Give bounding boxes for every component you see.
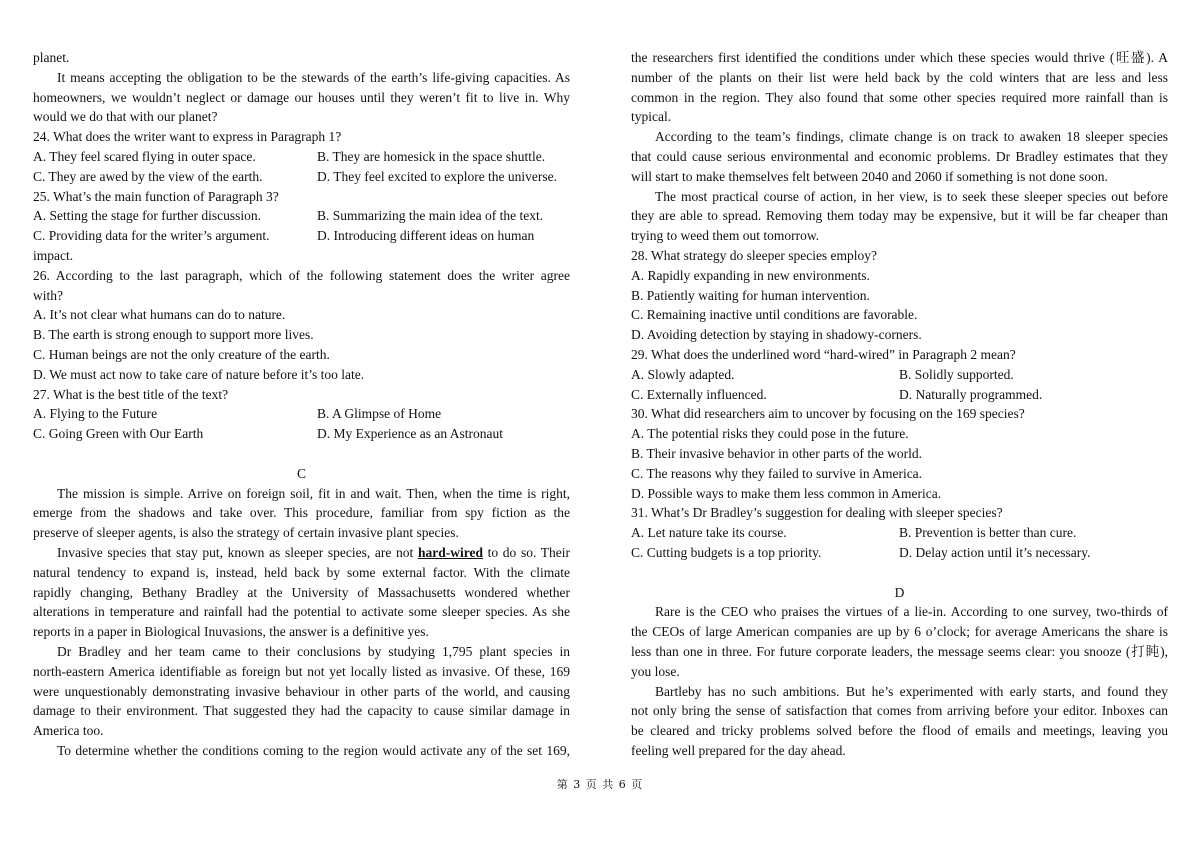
option-31d: D. Delay action until it’s necessary. — [899, 544, 1091, 560]
question-31: 31. What’s Dr Bradley’s suggestion for dealing with sleeper species? — [631, 505, 1003, 521]
options-row — [33, 226, 570, 246]
text-line: To determine whether the conditions coming to the region would activate any of the set 169, — [57, 742, 570, 758]
text-fragment: to do so. Their — [482, 544, 570, 560]
option-27a: A. Flying to the Future — [33, 406, 158, 422]
options-row — [33, 404, 570, 424]
text-line: less than one in three. For future corporate leaders, the message seems clear: you snooze (打盹), — [631, 643, 1168, 659]
text-line: trying to weed them out tomorrow. — [631, 228, 820, 244]
left-column — [33, 48, 570, 761]
text-line: number of the plants on their list were held back by the cold winters that are less and less — [631, 69, 1168, 85]
option-27c: C. Going Green with Our Earth — [33, 426, 204, 442]
option-27b: B. A Glimpse of Home — [317, 406, 442, 422]
text-line: be cleared and tricky problems solved before the flood of emails and meetings, leaving you — [631, 723, 1168, 739]
option-25d-cont: impact. — [33, 247, 74, 263]
blank-line — [33, 444, 570, 464]
text-line: north-eastern America identifiable as foreign but not yet locally listed as invasive. Of these, 169 — [33, 663, 570, 679]
text-line: homeowners, we wouldn’t neglect or damage our houses until they weren’t fit to live in. Why — [33, 89, 570, 105]
text-line: will start to make themselves felt between 2040 and 2060 if something is not done soon. — [631, 168, 1108, 184]
question-29: 29. What does the underlined word “hard-wired” in Paragraph 2 mean? — [631, 346, 1016, 362]
option-24a: A. They feel scared flying in outer space. — [33, 148, 256, 164]
text-line: typical. — [631, 109, 672, 125]
options-row — [33, 147, 570, 167]
text-line: natural tendency to expand is, instead, held back by some external factor. With the climate — [33, 564, 570, 580]
option-24d: D. They feel excited to explore the universe. — [317, 168, 558, 184]
options-row — [631, 543, 1168, 563]
option-26a: A. It’s not clear what humans can do to nature. — [33, 307, 286, 323]
option-30b: B. Their invasive behavior in other parts of the world. — [631, 445, 923, 461]
text-line: preserve of sleeper agents, is also the strategy of certain invasive plant species. — [33, 525, 459, 541]
text-line: rapidly changing, Bethany Bradley at the University of Massachusetts wondered whether — [33, 584, 570, 600]
text-line: According to the team’s findings, climate change is on track to awaken 18 sleeper species — [655, 129, 1168, 145]
option-28c: C. Remaining inactive until conditions are favorable. — [631, 307, 918, 323]
text-line: emerge from the shadows and take over. This procedure, familiar from spy fiction as the — [33, 505, 570, 521]
option-29a: A. Slowly adapted. — [631, 366, 735, 382]
text-line: they are able to spread. Removing them today may be expensive, but it will be far cheaper than — [631, 208, 1168, 224]
option-29b: B. Solidly supported. — [899, 366, 1014, 382]
options-row — [33, 424, 570, 444]
option-30d: D. Possible ways to make them less common in America. — [631, 485, 942, 501]
option-31b: B. Prevention is better than cure. — [899, 525, 1077, 541]
option-25b: B. Summarizing the main idea of the text. — [317, 208, 544, 224]
text-line: Dr Bradley and her team came to their conclusions by studying 1,795 plant species in — [57, 643, 570, 659]
options-row — [631, 523, 1168, 543]
text-line: It means accepting the obligation to be the stewards of the earth’s life-giving capacities. As — [57, 69, 570, 85]
option-28b: B. Patiently waiting for human intervention. — [631, 287, 870, 303]
blank-line — [631, 563, 1168, 583]
text-line: would we do that with our planet? — [33, 109, 218, 125]
page-number: 第 3 页 共 6 页 — [556, 778, 644, 791]
question-30: 30. What did researchers aim to uncover by focusing on the 169 species? — [631, 406, 1025, 422]
text-line: alterations in temperature and rainfall had the potential to activate some sleeper species. As she — [33, 604, 570, 620]
text-line: the researchers first identified the conditions under which these species would thrive (旺盛). A — [631, 50, 1168, 65]
question-26: 26. According to the last paragraph, which of the following statement does the writer agree — [33, 267, 570, 283]
text-line: damage to their environment. That suggested they had the capacity to cause similar damage in — [33, 703, 570, 719]
option-25d: D. Introducing different ideas on human — [317, 228, 535, 244]
text-line: you lose. — [631, 663, 680, 679]
options-row — [631, 385, 1168, 405]
option-30a: A. The potential risks they could pose in the future. — [631, 426, 909, 442]
section-d-heading: D — [894, 584, 905, 600]
options-row — [33, 167, 570, 187]
option-29c: C. Externally influenced. — [631, 386, 767, 402]
question-28: 28. What strategy do sleeper species employ? — [631, 247, 878, 263]
option-29d: D. Naturally programmed. — [899, 386, 1043, 402]
question-24: 24. What does the writer want to express in Paragraph 1? — [33, 129, 342, 145]
text-line: planet. — [33, 50, 70, 65]
text-line: common in the region. They also found that some other species required more rainfall than is — [631, 89, 1168, 105]
text-line: were unquestionably demonstrating invasive behaviour in other parts of the world, and causing — [33, 683, 570, 699]
text-line: that could cause serious environmental and economic problems. Dr Bradley estimates that they — [631, 148, 1168, 164]
option-30c: C. The reasons why they failed to survive in America. — [631, 465, 923, 481]
options-row — [631, 365, 1168, 385]
text-line: not only bring the sense of satisfaction that comes from arriving before your editor. Inboxes can — [631, 703, 1168, 719]
text-line: Rare is the CEO who praises the virtues of a lie-in. According to one survey, two-thirds of — [655, 604, 1168, 620]
option-26b: B. The earth is strong enough to support more lives. — [33, 327, 314, 343]
question-25: 25. What’s the main function of Paragraph 3? — [33, 188, 279, 204]
text-line: The mission is simple. Arrive on foreign soil, fit in and wait. Then, when the time is right, — [57, 485, 570, 501]
option-28a: A. Rapidly expanding in new environments. — [631, 267, 870, 283]
text-fragment: Invasive species that stay put, known as sleeper species, are not — [57, 544, 418, 560]
question-26-cont: with? — [33, 287, 63, 303]
text-line — [33, 543, 570, 563]
option-24c: C. They are awed by the view of the earth. — [33, 168, 263, 184]
text-line: Bartleby has no such ambitions. But he’s experimented with early starts, and found they — [655, 683, 1168, 699]
option-31a: A. Let nature take its course. — [631, 525, 787, 541]
underlined-word: hard-wired — [417, 544, 483, 560]
option-24b: B. They are homesick in the space shuttle. — [317, 148, 546, 164]
text-line: America too. — [33, 723, 104, 739]
options-row — [33, 206, 570, 226]
question-27: 27. What is the best title of the text? — [33, 386, 229, 402]
option-26d: D. We must act now to take care of nature before it’s too late. — [33, 366, 365, 382]
option-26c: C. Human beings are not the only creature of the earth. — [33, 346, 330, 362]
text-line: reports in a paper in Biological Inuvasions, the answer is a definitive yes. — [33, 624, 429, 640]
option-28d: D. Avoiding detection by staying in shadowy-corners. — [631, 327, 922, 343]
section-c-heading: C — [296, 465, 306, 481]
text-line: feeling well prepared for the day ahead. — [631, 742, 846, 758]
text-line: The most practical course of action, in her view, is to seek these sleeper species out before — [655, 188, 1168, 204]
option-25a: A. Setting the stage for further discussion. — [33, 208, 261, 224]
right-column — [631, 48, 1168, 761]
option-27d: D. My Experience as an Astronaut — [317, 426, 503, 442]
option-31c: C. Cutting budgets is a top priority. — [631, 544, 822, 560]
option-25c: C. Providing data for the writer’s argument. — [33, 228, 270, 244]
text-line: the CEOs of large American companies are up by 6 o’clock; for average Americans the share is — [631, 624, 1168, 640]
